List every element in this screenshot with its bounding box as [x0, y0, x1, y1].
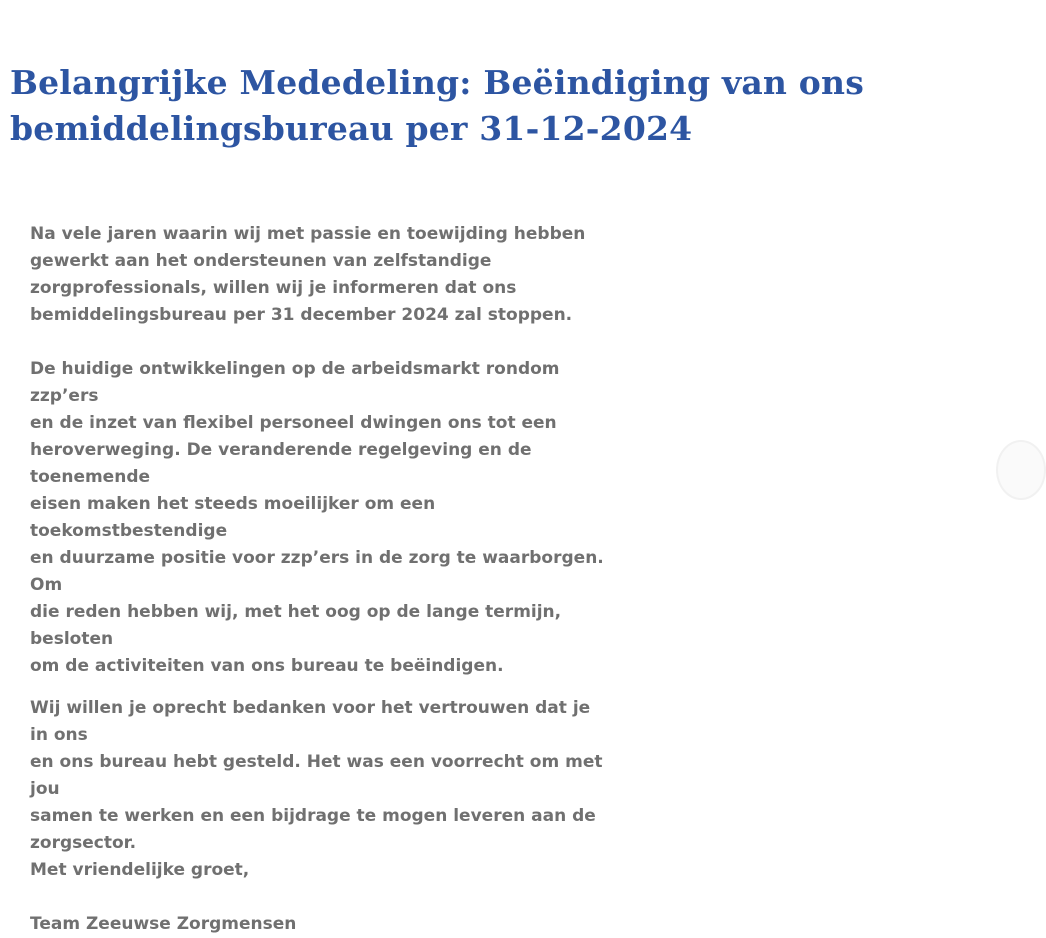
- signature: Team Zeeuwse Zorgmensen: [30, 914, 297, 934]
- paragraph-intro: Na vele jaren waarin wij met passie en toewijding hebben gewerkt aan het ondersteunen van zelfstandige zorgprofessionals, willen wij je informeren dat ons bemiddelingsbureau per 31 december 2024 zal stoppen.: [30, 224, 586, 325]
- announcement-content: [30, 221, 610, 938]
- paragraph-reason: De huidige ontwikkelingen op de arbeidsmarkt rondom zzp’ers en de inzet van flexibel personeel dwingen ons tot een heroverweging. De veranderende regelgeving en de toenemende eisen maken het steeds moeilijker om een toekomstbestendige en duurzame positie voor zzp’ers in de zorg te waarborgen. Om die reden hebben wij, met het oog op de lange termijn, besloten om de activiteiten van ons bureau te beëindigen.: [30, 359, 604, 676]
- page-title: Belangrijke Mededeling: Beëindiging van ons bemiddelingsbureau per 31-12-2024: [10, 63, 864, 148]
- edge-decoration: [996, 440, 1046, 500]
- paragraph-thanks: Wij willen je oprecht bedanken voor het vertrouwen dat je in ons en ons bureau hebt gesteld. Het was een voorrecht om met jou samen te werken en een bijdrage te mogen leveren aan de zorgsector. Met vriendelijke groet,: [30, 698, 603, 880]
